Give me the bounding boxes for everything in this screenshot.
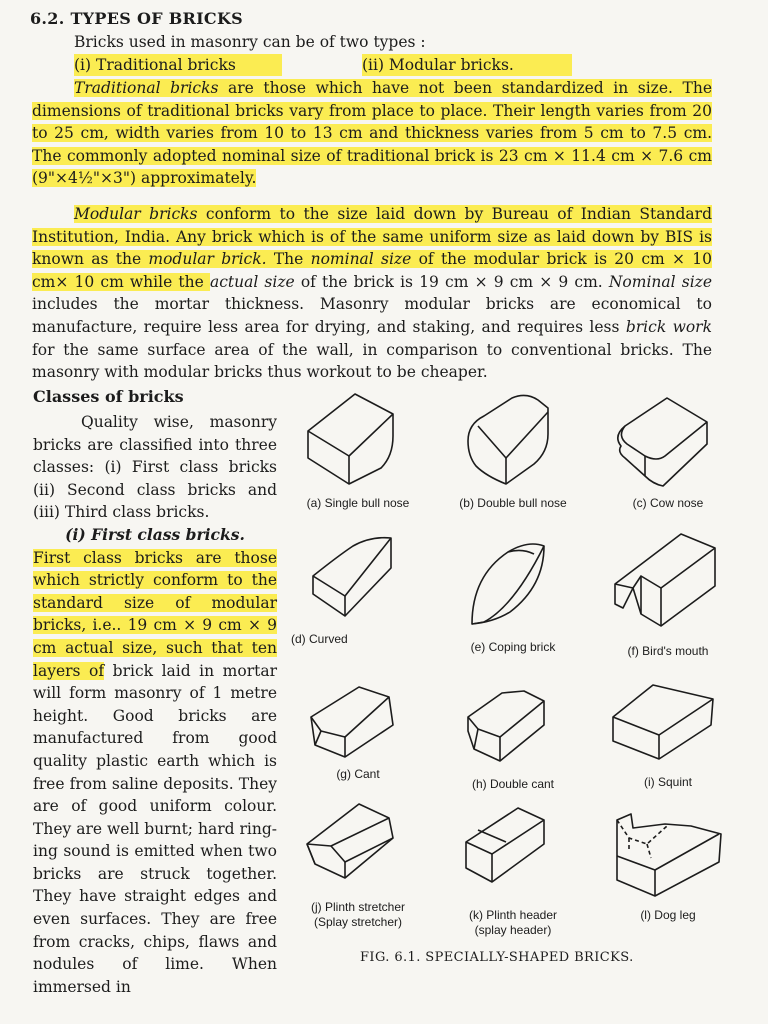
section-heading: 6.2. TYPES OF BRICKS [30,9,244,28]
figure-cow-nose [593,386,743,526]
modular-text-f: for the same surface area of the wall, in comparison to conventional bricks. The masonry with modular bricks thus workout to be cheaper. [32,340,712,382]
caption-g: (g) Cant [336,767,380,781]
classes-title: Classes of bricks [33,387,184,406]
modular-text-d: of the brick is 19 cm × 9 cm × 9 cm. [294,272,609,291]
term-traditional-bricks: Traditional bricks [74,79,219,97]
figure-double-bull-nose [438,386,588,526]
classes-intro: Quality wise, masonry bricks are classified into three classes: (i) First class bricks (ii) Second class bricks and (iii) Third class bricks. [33,413,277,522]
modular-text-c: of the modular brick is 20 cm × 10 cm× 10 cm while the [32,250,712,291]
types-list [32,54,712,76]
figure-curved [283,526,433,666]
modular-text-e: includes the mortar thickness. Masonry modular bricks are economical to manufacture, require less area for drying, and staking, and requires less [32,295,712,336]
modular-paragraph [32,203,712,384]
figure-dog-leg [593,796,743,936]
cant-drawing [293,671,423,771]
classes-column [33,411,277,998]
term-modular-brick: modular brick. [148,250,267,269]
squint-drawing [603,671,733,771]
figure-single-bull-nose [283,386,433,526]
caption-i: (i) Squint [643,775,693,789]
plinth-stretcher-drawing [293,796,423,896]
caption-a: (a) Single bull nose [306,496,410,510]
first-class-highlight: First class bricks are those which strictly conform to the standard size of modular bricks, i.e.. 19 cm × 9 cm × 9 cm actual size, such that ten layers of [33,548,277,680]
term-modular-bricks: Modular bricks [74,205,198,223]
types-intro [32,31,712,76]
double-cant-drawing [448,671,578,771]
figure-cant [283,671,433,811]
type-traditional: (i) Traditional bricks [74,54,282,77]
caption-c: (c) Cow nose [632,496,704,510]
figure-coping-brick [438,526,588,666]
caption-k: (k) Plinth header (splay header) [468,908,558,937]
cow-nose-drawing [603,386,733,486]
caption-h: (h) Double cant [471,777,555,791]
figure-squint [593,671,743,811]
term-nominal-size-2: Nominal size [608,272,712,291]
figure-birds-mouth [593,526,743,666]
types-intro-line: Bricks used in masonry can be of two types : [74,33,426,51]
term-nominal-size: nominal size [310,250,412,269]
figure-double-cant [438,671,588,811]
caption-f: (f) Bird's mouth [627,644,709,658]
term-actual-size: actual size [209,272,295,291]
plinth-header-drawing [448,796,578,896]
caption-b: (b) Double bull nose [459,496,567,510]
modular-text-b: The [266,250,311,269]
dog-leg-drawing [603,796,733,896]
traditional-paragraph [32,77,712,190]
caption-d: (d) Curved [291,632,348,646]
traditional-text: are those which have not been standardized in size. The dimensions of traditional bricks vary from place to place. Their length varies from 20 to 25 cm, width varies from 10 to 13 cm and thickness varies from 5 cm to 7.5 cm. The commonly adopted nominal size of traditional brick is 23 cm × 11.4 cm × 7.6 cm (9"×4½"×3") approximately. [32,79,712,188]
figure-caption: FIG. 6.1. SPECIALLY-SHAPED BRICKS. [360,950,634,965]
figure-plinth-header [438,796,588,936]
coping-brick-drawing [448,526,578,626]
birds-mouth-drawing [603,526,733,626]
single-bull-nose-drawing [293,386,423,486]
double-bull-nose-drawing [448,386,578,486]
first-class-heading: (i) First class bricks. [65,524,245,544]
modular-text-a: conform to the size laid down by Bureau of Indian Standard Institution, India. Any brick which is of the same uniform size as laid down by BIS is known as the [32,205,712,269]
type-modular: (ii) Modular bricks. [362,54,572,77]
specially-shaped-bricks-figure [283,386,753,946]
term-brick-work: brick work [625,317,712,336]
figure-plinth-stretcher [283,796,433,936]
caption-j: (j) Plinth stretcher (Splay stretcher) [310,900,406,929]
curved-drawing [293,526,423,626]
caption-e: (e) Coping brick [470,640,556,654]
first-class-text: brick laid in mortar will form masonry of 1 metre height. Good bricks are manufactured from good quality plastic earth which is free from saline deposits. They are of good uniform colour. They are well burnt; hard ring-ing sound is emitted when two bricks are struck together. They have straight edges and even surfaces. They are free from cracks, chips, flaws and nodules of lime. When immersed in [33,661,277,996]
caption-l: (l) Dog leg [640,908,696,922]
